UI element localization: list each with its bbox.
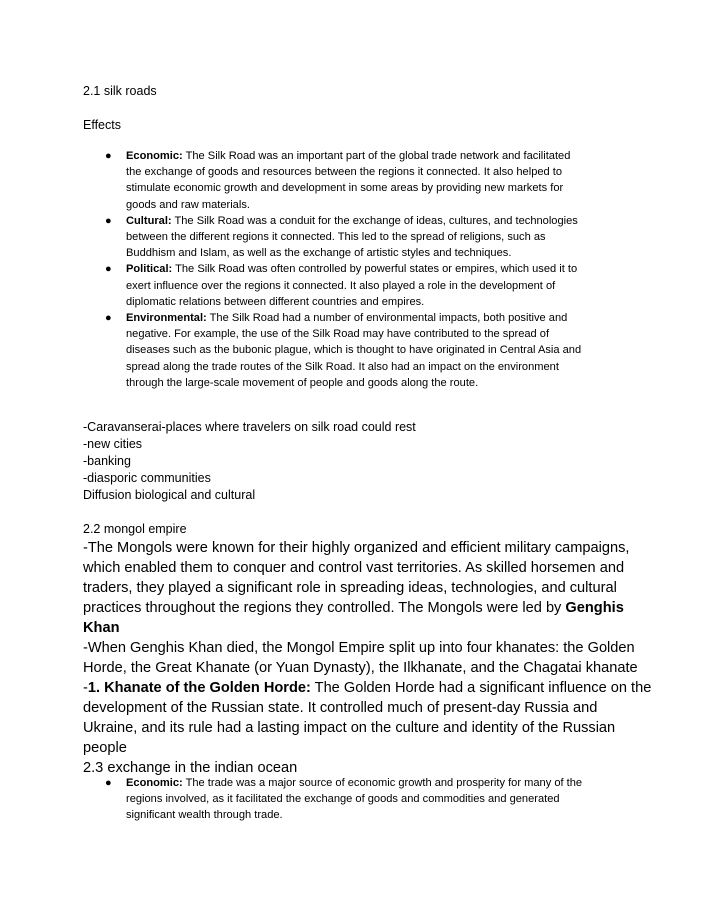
list-item-environmental: ● Environmental: The Silk Road had a number of environmental impacts, both positive and negative. For example, the use of the Silk Road may have contributed to the spread of diseases such as the bubonic plague, which is thought to have originated in Central Asia and spread along the trade routes of the Silk Road. It also had an impact on the environment through the large-scale movement of people and goods along the route. bbox=[105, 312, 582, 389]
item-label: Environmental: bbox=[126, 312, 207, 325]
section-heading-indian-ocean: 2.3 exchange in the indian ocean bbox=[83, 760, 298, 776]
bullet-icon: ● bbox=[105, 777, 112, 789]
golden-horde-bold: 1. Khanate of the Golden Horde: bbox=[87, 680, 311, 696]
note-line: -diasporic communities bbox=[83, 471, 211, 485]
genghis-bold: Genghis bbox=[565, 600, 624, 616]
list-item-economic: ● Economic: The trade was a major source of economic growth and prosperity for many of the regions involved, as it facilitated the exchange of goods and commodities and generated significant wealth through trade. bbox=[105, 777, 583, 822]
section-heading-silk-roads: 2.1 silk roads bbox=[83, 84, 157, 98]
item-label: Economic: bbox=[126, 777, 183, 789]
note-line: Diffusion biological and cultural bbox=[83, 488, 256, 502]
list-item-political: ● Political: The Silk Road was often controlled by powerful states or empires, which used it to exert influence over the regions it connected. It also played a role in the development of diplomatic relations between different countries and empires. bbox=[105, 263, 578, 308]
bullet-icon: ● bbox=[105, 214, 112, 227]
effects-subheading: Effects bbox=[83, 118, 121, 132]
note-line: -Caravanserai-places where travelers on silk road could rest bbox=[83, 420, 416, 434]
bullet-icon: ● bbox=[105, 312, 112, 325]
item-label: Cultural: bbox=[126, 214, 172, 227]
section-heading-mongol-empire: 2.2 mongol empire bbox=[83, 522, 187, 536]
khan-bold: Khan bbox=[83, 620, 120, 636]
item-label: Political: bbox=[126, 263, 173, 276]
item-label: Economic: bbox=[126, 150, 183, 162]
note-line: -banking bbox=[83, 454, 131, 468]
silk-road-notes bbox=[83, 419, 416, 504]
indian-ocean-list bbox=[105, 775, 582, 824]
list-item-cultural: ● Cultural: The Silk Road was a conduit for the exchange of ideas, cultures, and technologies between the different regions it connected. This led to the spread of religions, such as Buddhism and Islam, as well as the exchange of artistic styles and techniques. bbox=[105, 214, 578, 260]
mongol-paragraph: -The Mongols were known for their highly organized and efficient military campaigns, which enabled them to conquer and control vast territories. As skilled horsemen and traders, they played a significant role in spreading ideas, technologies, and cultural practices throughout the regions they controlled. The Mongols were led by Genghis Khan -When Genghis Khan died, the Mongol Empire split up into four khanates: the Golden Horde, the Great Khanate (or Yuan Dynasty), the Ilkhanate, and the Chagatai khanate -1. Khanate of the Golden Horde: The Golden Horde had a significant influence on the development of the Russian state. It controlled much of present-day Russia and Ukraine, and its rule had a lasting impact on the culture and identity of the Russian people 2.3 exchange in the indian ocean bbox=[83, 540, 652, 776]
bullet-icon: ● bbox=[105, 150, 112, 162]
bullet-icon: ● bbox=[105, 263, 112, 276]
list-item-economic: ● Economic: The Silk Road was an important part of the global trade network and facilitated the exchange of goods and resources between the regions it connected. It also helped to stimulate economic growth and development in some areas by providing new markets for goods and raw materials. bbox=[105, 150, 571, 211]
note-line: -new cities bbox=[83, 437, 143, 451]
effects-list bbox=[105, 148, 581, 391]
